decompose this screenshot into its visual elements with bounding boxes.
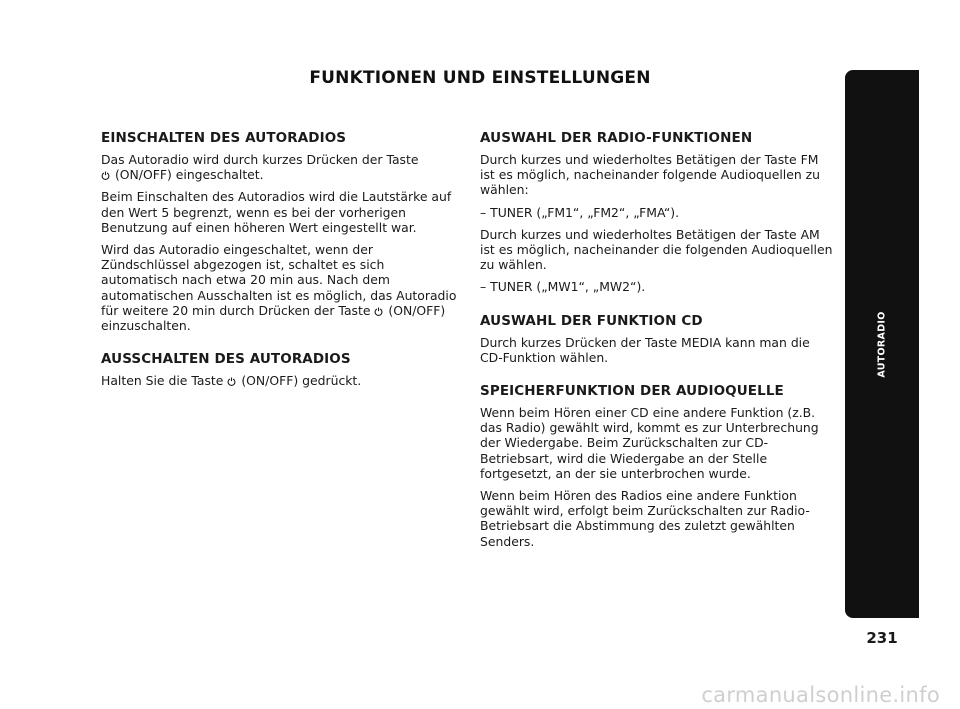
paragraph-text: Wird das Autoradio eingeschaltet, wenn der Zündschlüssel abgezogen ist, schaltet es sich automatisch nach etwa 20 min aus. Nach dem automatischen Ausschalten ist es möglich, das Autoradio für weitere 20 min durch Drücken der Taste [101,242,457,318]
side-tab-label [845,70,919,618]
page-number: 231 [866,629,898,647]
side-tab-text: AUTORADIO [876,310,888,378]
page-title: FUNKTIONEN UND EINSTELLUNGEN [309,68,651,88]
paragraph-fm: Durch kurzes und wiederholtes Betätigen der Taste FM ist es möglich, nacheinander folgende Audioquellen zu wählen: [480,152,821,198]
heading-radio-funktionen: AUSWAHL DER RADIO-FUNKTIONEN [480,130,753,146]
paragraph-lautstaerke: Beim Einschalten des Autoradios wird die Lautstärke auf den Wert 5 begrenzt, wenn es bei der vorherigen Benutzung auf einen höheren Wert eingestellt war. [101,189,452,235]
paragraph-speicher-radio: Wenn beim Hören des Radios eine andere Funktion gewählt wird, erfolgt beim Zurückschalten zur Radio-Betriebsart die Abstimmung des zuletzt gewählten Senders. [480,488,810,549]
heading-speicherfunktion: SPEICHERFUNKTION DER AUDIOQUELLE [480,383,784,400]
right-column [480,130,835,556]
heading-ausschalten: AUSSCHALTEN DES AUTORADIOS [101,351,351,368]
paragraph-fm-list: – TUNER („FM1“, „FM2“, „FMA“). [480,204,680,220]
paragraph-text: (ON/OFF) einzuschalten. [101,302,446,334]
power-icon [374,307,383,316]
paragraph-text: (ON/OFF) eingeschaltet. [114,167,264,183]
paragraph-speicher-cd: Wenn beim Hören einer CD eine andere Funktion (z.B. das Radio) gewählt wird, kommt es zur Unterbrechung der Wiedergabe. Beim Zurückschalten zur CD-Betriebsart, wird die Wiedergabe an der Stelle fortgesetzt, an der sie unterbrochen wurde. [480,405,819,481]
paragraph-text: (ON/OFF) gedrückt. [241,373,362,389]
watermark-text: carmanualsonline.info [701,683,940,707]
paragraph-ausschalten [101,373,461,388]
side-tab [845,70,919,618]
paragraph-am-list: – TUNER („MW1“, „MW2“). [480,279,646,295]
paragraph-cd: Durch kurzes Drücken der Taste MEDIA kann man die CD-Funktion wählen. [480,334,810,365]
power-icon [101,171,110,180]
paragraph-text: Halten Sie die Taste [101,373,224,389]
left-column [101,130,461,395]
power-icon [227,377,236,386]
heading-funktion-cd: AUSWAHL DER FUNKTION CD [480,312,703,329]
paragraph-text: Das Autoradio wird durch kurzes Drücken der Taste [101,152,419,167]
watermark [0,681,960,709]
paragraph-am: Durch kurzes und wiederholtes Betätigen der Taste AM ist es möglich, nacheinander die folgenden Audioquellen zu wählen. [480,226,833,273]
paragraph-automatisch [101,242,461,333]
paragraph-einschalten [101,152,461,182]
heading-einschalten: EINSCHALTEN DES AUTORADIOS [101,130,347,146]
